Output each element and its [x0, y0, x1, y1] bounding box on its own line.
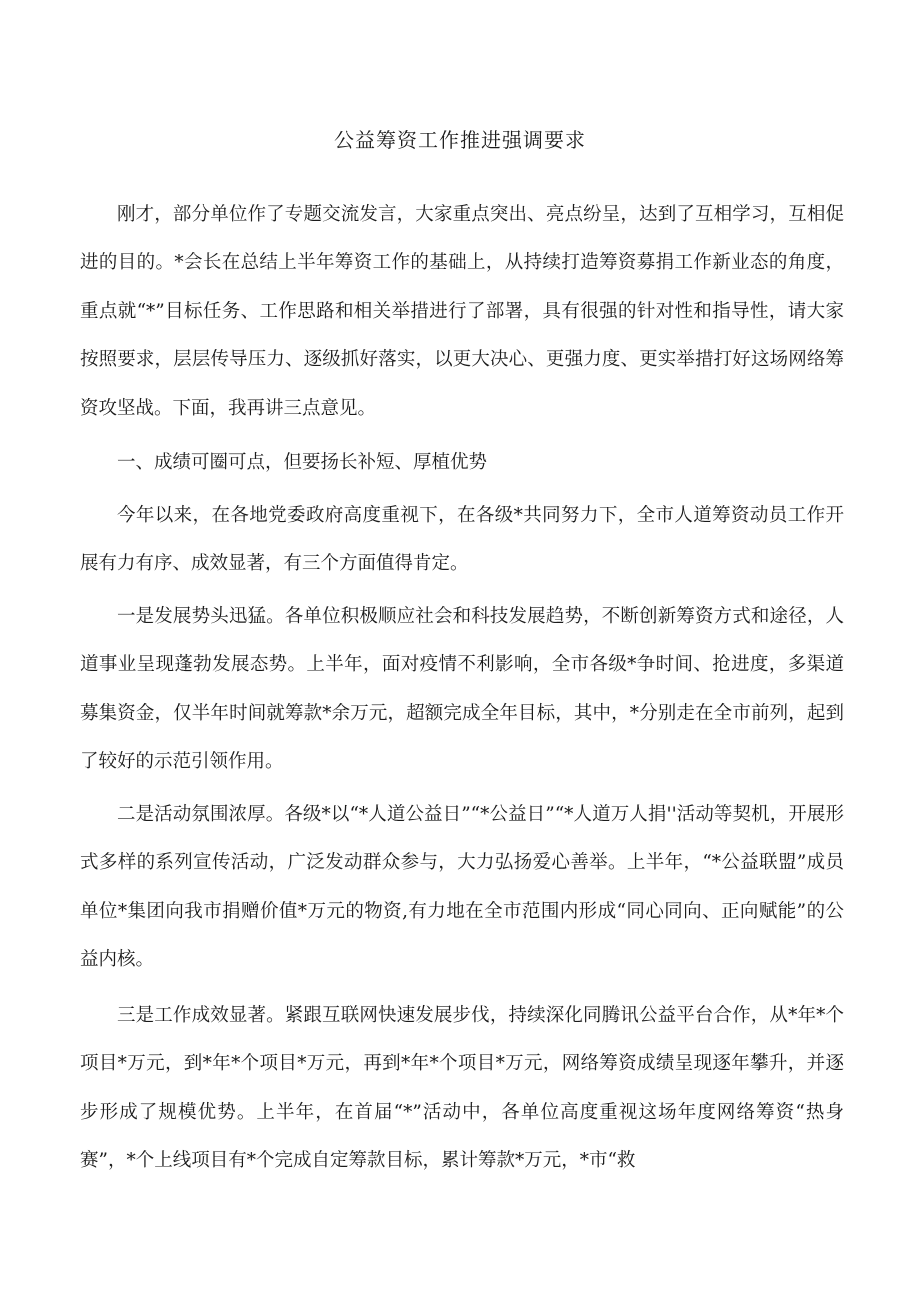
paragraph-achievements-intro: 今年以来，在各地党委政府高度重视下，在各级*共同努力下，全市人道筹资动员工作开展有力有序、成效显著，有三个方面值得肯定。 — [80, 504, 844, 574]
section-heading-1: 一、成绩可圈可点，但要扬长补短、厚植优势 — [117, 451, 488, 473]
paragraph-work-results: 三是工作成效显著。紧跟互联网快速发展步伐，持续深化同腾讯公益平台合作，从*年*个项目*万元，到*年*个项目*万元，再到*年*个项目*万元，网络筹资成绩呈现逐年攀升，并逐步形成了规模优势。上半年，在首届“*”活动中，各单位高度重视这场年度网络筹资“热身赛”，*个上线项目有*个完成自定筹款目标，累计筹款*万元，*市“救 — [80, 1004, 844, 1171]
paragraph-opening: 刚才，部分单位作了专题交流发言，大家重点突出、亮点纷呈，达到了互相学习，互相促进的目的。*会长在总结上半年筹资工作的基础上，从持续打造筹资募捐工作新业态的角度，重点就“*”目标任务、工作思路和相关举措进行了部署，具有很强的针对性和指导性，请大家按照要求，层层传导压力、逐级抓好落实，以更大决心、更强力度、更实举措打好这场网络筹资攻坚战。下面，我再讲三点意见。 — [80, 203, 844, 419]
paragraph-activity-atmosphere: 二是活动氛围浓厚。各级*以“*人道公益日”“*公益日”“*人道万人捐''活动等契机，开展形式多样的系列宣传活动，广泛发动群众参与，大力弘扬爱心善举。上半年，“*公益联盟”成员单位*集团向我市捐赠价值*万元的物资,有力地在全市范围内形成“同心同向、正向赋能”的公益内核。 — [80, 803, 844, 970]
document-title: 公益筹资工作推进强调要求 — [334, 128, 586, 152]
paragraph-development-momentum: 一是发展势头迅猛。各单位积极顺应社会和科技发展趋势，不断创新筹资方式和途径，人道事业呈现蓬勃发展态势。上半年，面对疫情不利影响，全市各级*争时间、抢进度，多渠道募集资金，仅半年时间就筹款*余万元，超额完成全年目标，其中，*分别走在全市前列，起到了较好的示范引领作用。 — [80, 605, 844, 772]
